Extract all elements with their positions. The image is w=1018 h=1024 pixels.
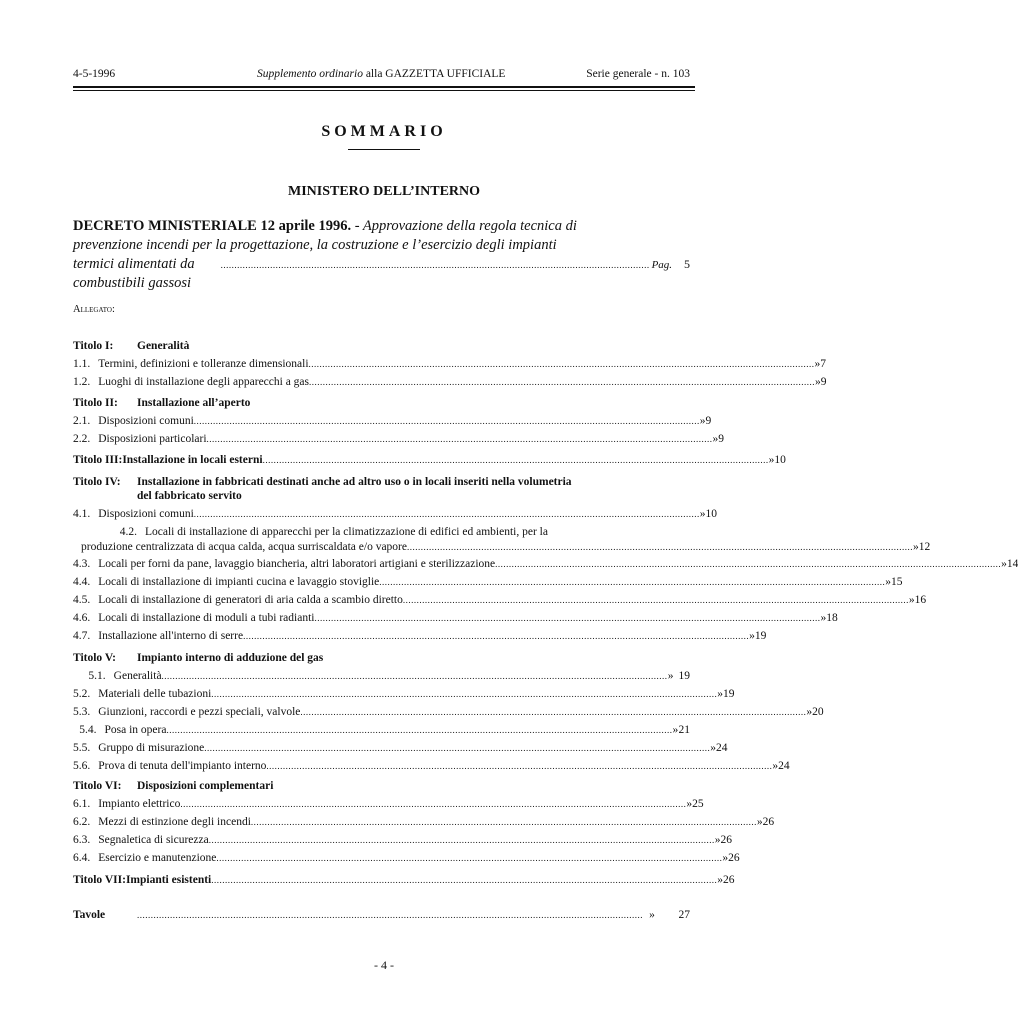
decree-desc-3: termici alimentati da combustibili gassosi	[73, 256, 195, 291]
toc-item-text: Mezzi di estinzione degli incendi	[98, 816, 251, 828]
toc-item-text: Esercizio e manutenzione	[98, 852, 217, 864]
toc-item-number: 5.3.	[73, 706, 91, 718]
decree-desc-2: prevenzione incendi per la progettazione, la costruzione e l’esercizio degli impianti	[73, 237, 557, 253]
toc-item-page: 20	[812, 706, 824, 718]
toc-arrow: »	[768, 454, 775, 466]
toc-item-text: Disposizioni comuni	[98, 415, 194, 427]
toc-arrow: »	[885, 576, 892, 588]
toc-title-text: Installazione all’aperto	[137, 397, 251, 409]
toc-item-text: Locali di installazione di apparecchi per la climatizzazione di edifici ed ambienti, per la	[145, 526, 548, 538]
toc-item	[73, 415, 712, 431]
toc-item-text: Locali di installazione di generatori di aria calda a scambio diretto	[98, 594, 403, 606]
toc-item-number: 2.2.	[73, 433, 91, 445]
toc-item-text: Locali per forni da pane, lavaggio biancheria, altri laboratori artigiani e sterilizzazione	[98, 558, 496, 570]
leader-dots: ........................................................................................................................................................................................	[379, 577, 886, 587]
toc-item	[73, 816, 775, 832]
toc-arrow: »	[815, 376, 821, 388]
leader-dots: ........................................................................................................................................................................................	[206, 434, 713, 444]
toc-item-page: 7	[820, 358, 827, 370]
toc-arrow: »	[1001, 558, 1007, 570]
toc-arrow: »	[717, 874, 723, 886]
toc-arrow: »	[699, 508, 706, 520]
toc-arrow: »	[649, 909, 655, 921]
title-underline	[348, 149, 420, 150]
toc-arrow: »	[749, 630, 755, 642]
toc-item-text: Locali di installazione di moduli a tubi radianti	[98, 612, 315, 624]
toc-item-text: Luoghi di installazione degli apparecchi a gas	[98, 376, 310, 388]
toc-item-page: 19	[723, 688, 735, 700]
toc-item-text: Segnaletica di sicurezza	[98, 834, 209, 846]
toc-item-text: Prova di tenuta dell'impianto interno	[98, 760, 267, 772]
toc-item	[73, 706, 824, 722]
toc-item-number: 4.1.	[73, 508, 91, 520]
toc-item	[73, 724, 690, 740]
leader-dots: ........................................................................................................................................................................................	[314, 613, 821, 623]
toc-arrow: »	[820, 612, 827, 624]
toc-item-text: Locali di installazione di impianti cucina e lavaggio stoviglie	[98, 576, 380, 588]
toc-arrow: »	[672, 724, 679, 736]
toc-item	[73, 798, 704, 814]
ministry-heading: MINISTERO DELL’INTERNO	[287, 184, 481, 199]
leader-dots: ........................................................................................................................................................................................	[243, 631, 750, 641]
toc-item	[73, 760, 790, 776]
leader-dots: ........................................................................................................................................................................................	[262, 455, 769, 465]
toc-title-row	[73, 780, 690, 796]
toc-item-number: 6.2.	[73, 816, 91, 828]
toc-item-text: Installazione all'interno di serre	[98, 630, 244, 642]
toc-item-number: 5.2.	[73, 688, 91, 700]
toc-item-text: Termini, definizioni e tolleranze dimensionali	[98, 358, 309, 370]
toc-item-number: 4.3.	[73, 558, 91, 570]
toc-title-label: Titolo VII:	[73, 874, 126, 886]
toc-item-page: 21	[678, 724, 690, 736]
header-rule-thin	[73, 90, 695, 91]
toc-item-number: 4.6.	[73, 612, 91, 624]
toc-item-number: 6.3.	[73, 834, 91, 846]
toc-item	[73, 630, 767, 646]
decree-desc-1: - Approvazione della regola tecnica di	[351, 218, 577, 234]
toc-title-label: Titolo III:	[73, 454, 123, 466]
page-header	[73, 68, 690, 82]
leader-dots: ........................................................................................................................................................................................	[211, 875, 718, 885]
toc-item-page: 12	[918, 541, 931, 553]
toc-item-page: 9	[718, 433, 725, 445]
toc-item-text: Materiali delle tubazioni	[98, 688, 212, 700]
page-number: - 4 -	[374, 958, 394, 972]
toc-item-page: 26	[722, 874, 735, 886]
toc-item-text: Disposizioni comuni	[98, 508, 194, 520]
toc-item-page: 9	[705, 415, 712, 427]
toc-item-page: 10	[774, 454, 786, 466]
toc-item-number: 1.1.	[73, 358, 91, 370]
toc-item	[73, 594, 927, 610]
toc-item	[73, 376, 827, 392]
decree-page: 5	[684, 257, 690, 271]
toc-title-text: Installazione in locali esterni	[122, 454, 263, 466]
toc-item-page: 10	[705, 508, 718, 520]
toc-item-page: 19	[754, 630, 767, 642]
toc-item-page: 9	[820, 376, 827, 388]
leader-dots: ........................................................................................................................................................................................	[193, 416, 700, 426]
toc-arrow: »	[806, 706, 813, 718]
toc-item-text: Posa in opera	[104, 724, 167, 736]
leader-dots: ........................................................................................................................................................................................	[208, 835, 715, 845]
toc-item-number: 4.4.	[73, 576, 91, 588]
toc-arrow: »	[717, 688, 724, 700]
toc-arrow: »	[814, 358, 821, 370]
toc-item-number: 5.1.	[88, 670, 106, 682]
toc-title-row	[73, 652, 690, 668]
toc-item	[73, 688, 735, 704]
toc-item-text: Giunzioni, raccordi e pezzi speciali, valvole	[98, 706, 301, 718]
toc-item	[73, 742, 728, 758]
toc-item-number: 6.4.	[73, 852, 91, 864]
toc-item	[73, 358, 827, 374]
decree-pag-label: Pag.	[651, 259, 673, 271]
toc-item-text: Generalità	[113, 670, 162, 682]
allegato-label: Allegato:	[73, 304, 115, 315]
toc-item-number: 5.4.	[79, 724, 97, 736]
toc-arrow: »	[699, 415, 706, 427]
toc-arrow: »	[686, 798, 693, 810]
page-title: SOMMARIO	[321, 123, 447, 140]
leader-dots: ........................................................................................................................................................................................	[495, 559, 1002, 569]
toc-arrow: »	[912, 541, 919, 553]
decree-title: DECRETO MINISTERIALE 12 aprile 1996.	[73, 218, 352, 234]
toc-item-number: 1.2.	[73, 376, 91, 388]
leader-dots: ............................................................................................................................................................	[220, 260, 650, 270]
leader-dots: ........................................................................................................................................................................................	[309, 377, 816, 387]
toc-item-page: 27	[678, 909, 690, 921]
header-publication	[257, 68, 505, 80]
toc-title-text: Installazione in fabbricati destinati anche ad altro uso o in locali inseriti nella volumetria	[137, 476, 572, 488]
toc-title-text: Impianti esistenti	[125, 874, 212, 886]
toc-item	[73, 852, 740, 868]
leader-dots: ........................................................................................................................................................................................	[216, 853, 723, 863]
toc-item-number: 4.5.	[73, 594, 91, 606]
toc-item-page: 26	[762, 816, 775, 828]
toc-arrow: »	[756, 816, 763, 828]
toc-item-page: 18	[826, 612, 838, 624]
toc-title-text: Disposizioni complementari	[137, 780, 274, 792]
leader-dots: ........................................................................................................................................................................................	[308, 359, 815, 369]
toc-item-page: 24	[716, 742, 728, 754]
toc-item-number: 5.6.	[73, 760, 91, 772]
leader-dots: ........................................................................................................................................................................................	[300, 707, 807, 717]
toc-title-label: Titolo II:	[73, 397, 118, 409]
toc-item-number: 4.2.	[119, 526, 137, 538]
header-series: Serie generale - n. 103	[586, 68, 690, 80]
toc-title-text-cont: del fabbricato servito	[137, 490, 242, 502]
leader-dots: ........................................................................................................................................................................................	[402, 595, 909, 605]
toc-item	[73, 558, 1018, 574]
toc-item-text: produzione centralizzata di acqua calda, acqua surriscaldata e/o vapore	[81, 541, 407, 553]
toc-item	[73, 526, 690, 542]
leader-dots: ........................................................................................................................................................................................	[250, 817, 757, 827]
toc-title-text: Generalità	[137, 340, 190, 352]
toc-item-page: 25	[692, 798, 704, 810]
header-supplement: Supplemento ordinario	[257, 68, 363, 80]
toc-title-label: Titolo I:	[73, 340, 114, 352]
toc-arrow: »	[908, 594, 915, 606]
toc-title-row	[73, 454, 786, 470]
toc-arrow: »	[722, 852, 729, 864]
toc-arrow: »	[710, 742, 717, 754]
leader-dots: ........................................................................................................................................................................................	[406, 542, 913, 552]
leader-dots: ........................................................................................................................................................................................	[211, 689, 718, 699]
toc-title-label: Titolo V:	[73, 652, 116, 664]
toc-item-page: 19	[678, 670, 690, 682]
leader-dots: ........................................................................................................................................................................................	[137, 910, 643, 920]
toc-item	[73, 508, 718, 524]
leader-dots: ........................................................................................................................................................................................	[166, 725, 673, 735]
toc-item-page: 24	[778, 760, 790, 772]
toc-arrow: »	[772, 760, 779, 772]
toc-item-number: 5.5.	[73, 742, 91, 754]
toc-title-label: Titolo IV:	[73, 476, 121, 488]
toc-item-text: Gruppo di misurazione	[98, 742, 205, 754]
toc-item	[73, 576, 903, 592]
toc-item	[73, 834, 732, 850]
leader-dots: ........................................................................................................................................................................................	[180, 799, 687, 809]
toc-item-cont	[73, 541, 931, 557]
toc-item-page: 26	[728, 852, 740, 864]
toc-title-row	[73, 874, 735, 890]
toc-item	[73, 612, 838, 628]
toc-title-text: Impianto interno di adduzione del gas	[137, 652, 324, 664]
leader-dots: ........................................................................................................................................................................................	[266, 761, 773, 771]
toc-item-number: 2.1.	[73, 415, 91, 427]
toc-item-number: 4.7.	[73, 630, 91, 642]
toc-item-text: Impianto elettrico	[98, 798, 181, 810]
toc-arrow: »	[712, 433, 719, 445]
leader-dots: ........................................................................................................................................................................................	[204, 743, 711, 753]
header-rule-thick	[73, 86, 695, 88]
toc-arrow: »	[714, 834, 721, 846]
toc-item	[73, 670, 690, 686]
toc-item-number: 6.1.	[73, 798, 91, 810]
toc-title-row	[73, 909, 690, 925]
toc-title-label: Tavole	[73, 909, 106, 921]
toc-item-page: 16	[914, 594, 927, 606]
leader-dots: ........................................................................................................................................................................................	[161, 671, 668, 681]
toc-title-row	[73, 340, 690, 356]
toc-item-page: 26	[720, 834, 732, 846]
toc-item-page: 14	[1006, 558, 1018, 570]
toc-title-label: Titolo VI:	[73, 780, 122, 792]
leader-dots: ........................................................................................................................................................................................	[193, 509, 700, 519]
toc-title-row	[73, 397, 690, 413]
decree-entry	[73, 217, 690, 293]
header-gazette: alla GAZZETTA UFFICIALE	[365, 68, 506, 80]
toc-arrow: »	[667, 670, 674, 682]
header-date: 4-5-1996	[73, 68, 116, 80]
toc-item	[73, 433, 725, 449]
toc-item-page: 15	[891, 576, 903, 588]
toc-item-text: Disposizioni particolari	[98, 433, 207, 445]
